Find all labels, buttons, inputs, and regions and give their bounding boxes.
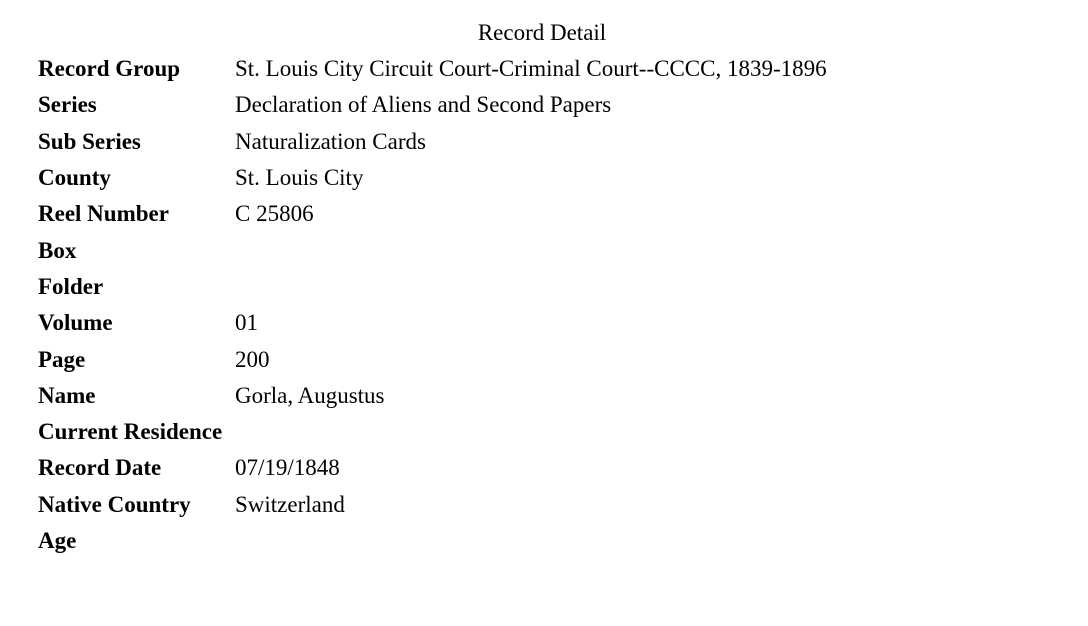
record-detail-table [38, 51, 827, 559]
field-value: 07/19/1848 [235, 455, 340, 481]
field-row-series [38, 87, 827, 123]
field-value: Declaration of Aliens and Second Papers [235, 92, 612, 118]
page-title: Record Detail [477, 20, 607, 45]
field-row-current-residence [38, 414, 827, 450]
field-row-record-group [38, 51, 827, 87]
field-row-sub-series [38, 124, 827, 160]
field-row-reel-number [38, 196, 827, 232]
field-label: Page [38, 346, 86, 372]
field-label: Box [38, 237, 77, 263]
field-row-name [38, 378, 827, 414]
field-value: 200 [235, 346, 270, 372]
field-row-record-date [38, 450, 827, 486]
field-value: St. Louis City [235, 165, 364, 191]
field-value: C 25806 [235, 201, 314, 227]
field-row-county [38, 160, 827, 196]
field-row-native-country [38, 487, 827, 523]
field-value: Naturalization Cards [235, 128, 426, 154]
field-row-page [38, 341, 827, 377]
field-row-folder [38, 269, 827, 305]
field-value: St. Louis City Circuit Court-Criminal Court--CCCC, 1839-1896 [235, 56, 827, 82]
field-label: Folder [38, 273, 104, 299]
field-value: Switzerland [235, 491, 345, 517]
field-row-age [38, 523, 827, 559]
field-label: Current Residence [38, 419, 223, 445]
field-row-volume [38, 305, 827, 341]
field-label: County [38, 165, 111, 191]
field-label: Age [38, 528, 77, 553]
field-label: Record Group [38, 56, 181, 82]
field-label: Name [38, 382, 96, 408]
field-label: Native Country [38, 491, 191, 517]
field-value: Gorla, Augustus [235, 382, 385, 408]
field-value: 01 [235, 310, 258, 336]
field-label: Sub Series [38, 128, 141, 154]
field-label: Series [38, 92, 97, 118]
field-label: Volume [38, 310, 113, 336]
field-label: Record Date [38, 455, 162, 481]
field-label: Reel Number [38, 201, 169, 227]
field-row-box [38, 232, 827, 268]
